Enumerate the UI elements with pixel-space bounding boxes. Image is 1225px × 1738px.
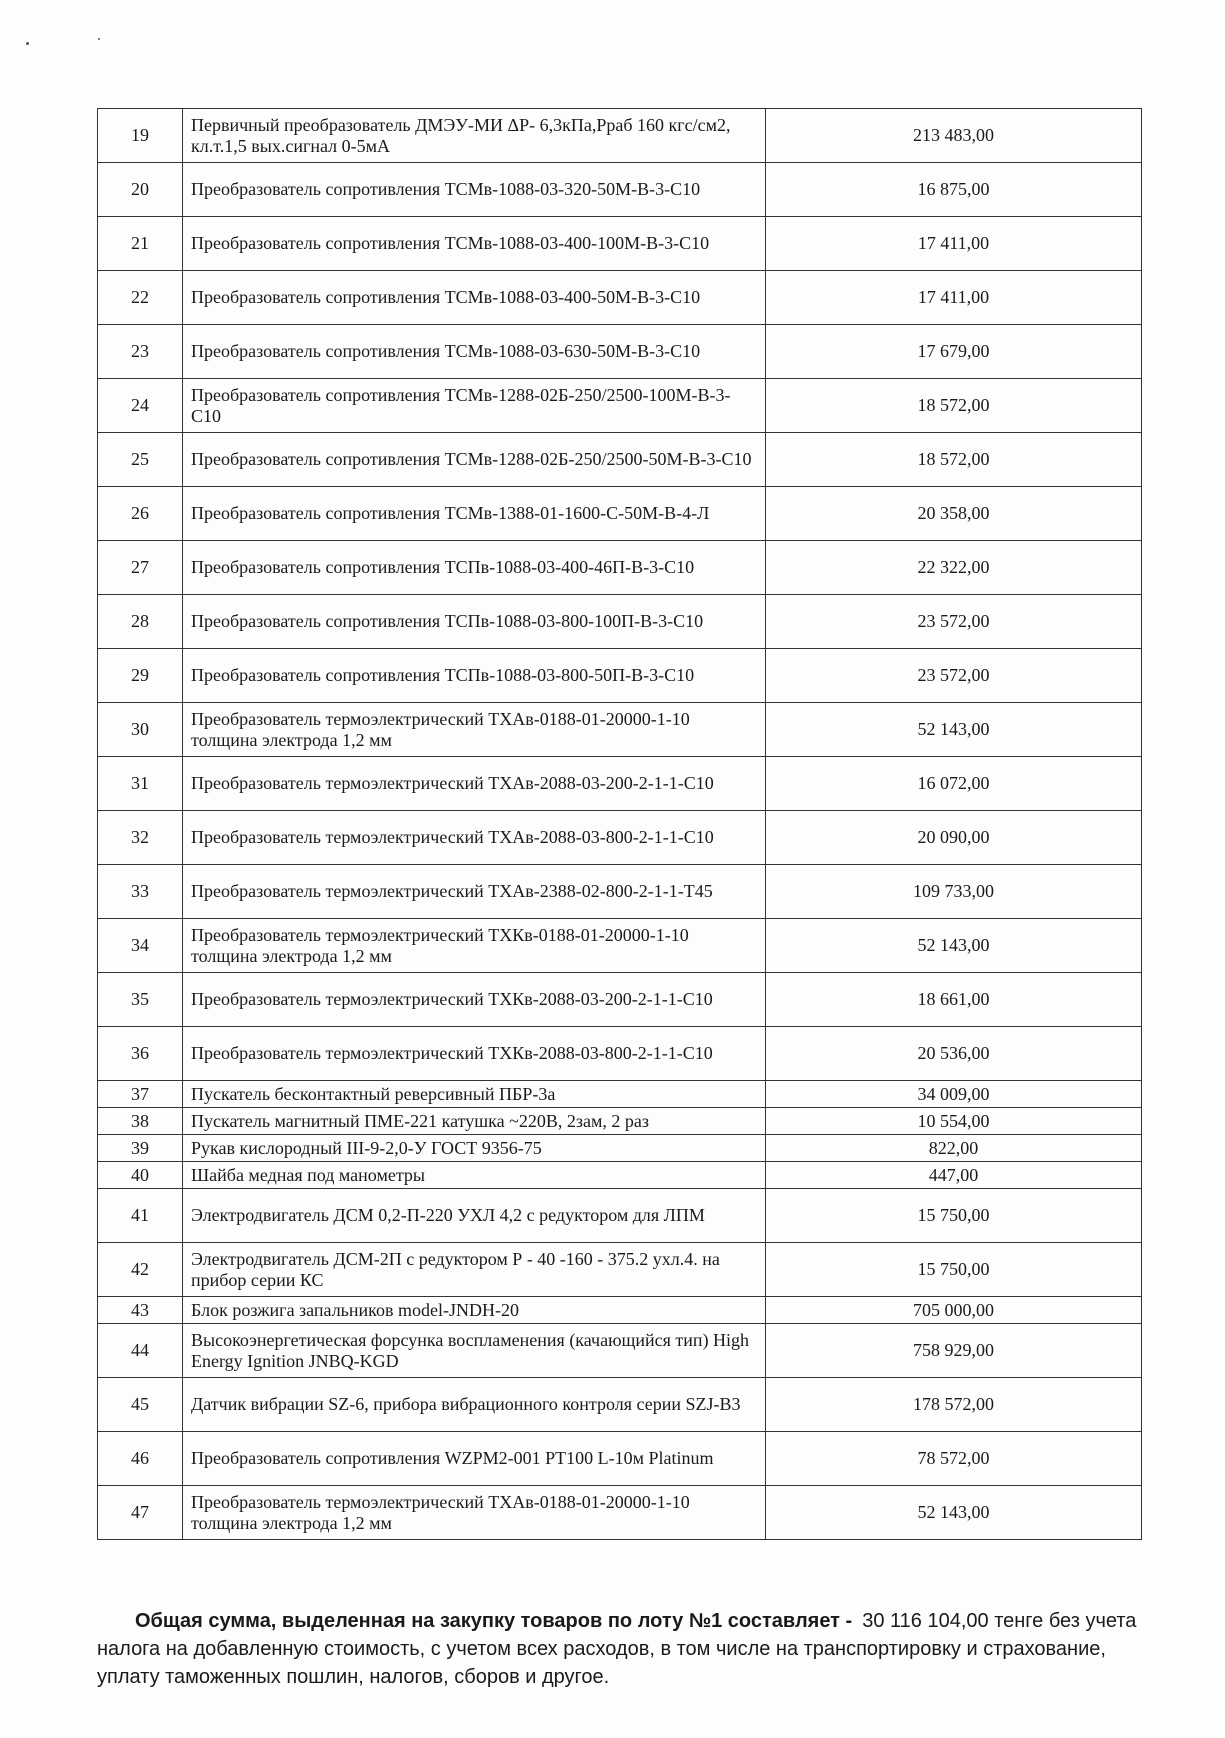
table-row bbox=[98, 1486, 1142, 1540]
row-number: 39 bbox=[98, 1135, 183, 1162]
item-name: Первичный преобразователь ДМЭУ-МИ ΔР- 6,3кПа,Рраб 160 кгс/см2, кл.т.1,5 вых.сигнал 0-5мА bbox=[183, 109, 766, 163]
table-row bbox=[98, 487, 1142, 541]
table-row bbox=[98, 1135, 1142, 1162]
item-price: 20 358,00 bbox=[766, 487, 1142, 541]
item-price: 447,00 bbox=[766, 1162, 1142, 1189]
row-number: 32 bbox=[98, 811, 183, 865]
item-name: Датчик вибрации SZ-6, прибора вибрационного контроля серии SZJ-B3 bbox=[183, 1378, 766, 1432]
item-price: 15 750,00 bbox=[766, 1189, 1142, 1243]
row-number: 38 bbox=[98, 1108, 183, 1135]
item-price: 17 411,00 bbox=[766, 271, 1142, 325]
item-price: 822,00 bbox=[766, 1135, 1142, 1162]
item-price: 52 143,00 bbox=[766, 1486, 1142, 1540]
table-row bbox=[98, 703, 1142, 757]
table-row bbox=[98, 1108, 1142, 1135]
table-row bbox=[98, 1378, 1142, 1432]
row-number: 43 bbox=[98, 1297, 183, 1324]
item-name: Преобразователь термоэлектрический ТХКв-0188-01-20000-1-10 толщина электрода 1,2 мм bbox=[183, 919, 766, 973]
table-row bbox=[98, 1297, 1142, 1324]
total-paragraph bbox=[97, 1607, 1145, 1691]
table-row bbox=[98, 973, 1142, 1027]
table-row bbox=[98, 1324, 1142, 1378]
row-number: 26 bbox=[98, 487, 183, 541]
table-row bbox=[98, 1243, 1142, 1297]
item-price: 17 411,00 bbox=[766, 217, 1142, 271]
item-name: Преобразователь термоэлектрический ТХАв-0188-01-20000-1-10 толщина электрода 1,2 мм bbox=[183, 703, 766, 757]
row-number: 47 bbox=[98, 1486, 183, 1540]
table-row bbox=[98, 433, 1142, 487]
item-price: 18 572,00 bbox=[766, 379, 1142, 433]
scan-speck bbox=[98, 38, 100, 40]
item-name: Преобразователь сопротивления ТСПв-1088-03-400-46П-В-3-С10 bbox=[183, 541, 766, 595]
table-row bbox=[98, 217, 1142, 271]
item-price: 78 572,00 bbox=[766, 1432, 1142, 1486]
item-name: Преобразователь термоэлектрический ТХКв-2088-03-800-2-1-1-С10 bbox=[183, 1027, 766, 1081]
table-row bbox=[98, 379, 1142, 433]
item-price: 52 143,00 bbox=[766, 703, 1142, 757]
item-name: Преобразователь термоэлектрический ТХАв-2088-03-800-2-1-1-С10 bbox=[183, 811, 766, 865]
table-row bbox=[98, 325, 1142, 379]
table-row bbox=[98, 1081, 1142, 1108]
item-price: 16 072,00 bbox=[766, 757, 1142, 811]
item-name: Рукав кислородный III-9-2,0-У ГОСТ 9356-75 bbox=[183, 1135, 766, 1162]
item-price: 213 483,00 bbox=[766, 109, 1142, 163]
item-price: 16 875,00 bbox=[766, 163, 1142, 217]
row-number: 31 bbox=[98, 757, 183, 811]
item-name: Преобразователь сопротивления ТСМв-1088-03-320-50М-В-3-С10 bbox=[183, 163, 766, 217]
table-row bbox=[98, 811, 1142, 865]
item-name: Преобразователь сопротивления ТСМв-1288-02Б-250/2500-50М-В-3-С10 bbox=[183, 433, 766, 487]
row-number: 34 bbox=[98, 919, 183, 973]
item-name: Шайба медная под манометры bbox=[183, 1162, 766, 1189]
item-price: 52 143,00 bbox=[766, 919, 1142, 973]
item-name: Пускатель бесконтактный реверсивный ПБР-3а bbox=[183, 1081, 766, 1108]
item-price: 23 572,00 bbox=[766, 595, 1142, 649]
item-name: Преобразователь термоэлектрический ТХКв-2088-03-200-2-1-1-С10 bbox=[183, 973, 766, 1027]
item-name: Блок розжига запальников model-JNDH-20 bbox=[183, 1297, 766, 1324]
row-number: 24 bbox=[98, 379, 183, 433]
item-name: Преобразователь сопротивления ТСМв-1088-03-630-50М-В-3-С10 bbox=[183, 325, 766, 379]
item-name: Высокоэнергетическая форсунка воспламенения (качающийся тип) High Energy Ignition JNBQ-KGD bbox=[183, 1324, 766, 1378]
table-row bbox=[98, 541, 1142, 595]
item-price: 18 572,00 bbox=[766, 433, 1142, 487]
row-number: 27 bbox=[98, 541, 183, 595]
row-number: 19 bbox=[98, 109, 183, 163]
table-row bbox=[98, 109, 1142, 163]
item-name: Электродвигатель ДСМ 0,2-П-220 УХЛ 4,2 с редуктором для ЛПМ bbox=[183, 1189, 766, 1243]
row-number: 25 bbox=[98, 433, 183, 487]
item-name: Электродвигатель ДСМ-2П с редуктором Р - 40 -160 - 375.2 ухл.4. на прибор серии КС bbox=[183, 1243, 766, 1297]
table-row bbox=[98, 1189, 1142, 1243]
item-price: 22 322,00 bbox=[766, 541, 1142, 595]
item-name: Преобразователь сопротивления ТСМв-1388-01-1600-С-50М-В-4-Л bbox=[183, 487, 766, 541]
scan-speck bbox=[26, 42, 29, 45]
item-price: 705 000,00 bbox=[766, 1297, 1142, 1324]
total-lead: Общая сумма, выделенная на закупку товаров по лоту №1 составляет - bbox=[135, 1610, 853, 1632]
item-name: Преобразователь термоэлектрический ТХАв-0188-01-20000-1-10 толщина электрода 1,2 мм bbox=[183, 1486, 766, 1540]
row-number: 46 bbox=[98, 1432, 183, 1486]
item-name: Преобразователь сопротивления ТСМв-1088-03-400-100М-В-3-С10 bbox=[183, 217, 766, 271]
row-number: 41 bbox=[98, 1189, 183, 1243]
item-price: 20 090,00 bbox=[766, 811, 1142, 865]
item-name: Преобразователь сопротивления WZPM2-001 PT100 L-10м Platinum bbox=[183, 1432, 766, 1486]
total-rest: тенге без учета налога на добавленную стоимость, с учетом всех расходов, в том числе на транспортировку и страхование, уплату таможенных пошлин, налогов, сборов и другое. bbox=[97, 1610, 1137, 1688]
row-number: 21 bbox=[98, 217, 183, 271]
item-price: 34 009,00 bbox=[766, 1081, 1142, 1108]
table-row bbox=[98, 1162, 1142, 1189]
table-row bbox=[98, 1027, 1142, 1081]
row-number: 28 bbox=[98, 595, 183, 649]
item-price: 109 733,00 bbox=[766, 865, 1142, 919]
items-table-body bbox=[98, 109, 1142, 1540]
table-row bbox=[98, 757, 1142, 811]
table-row bbox=[98, 271, 1142, 325]
row-number: 29 bbox=[98, 649, 183, 703]
row-number: 23 bbox=[98, 325, 183, 379]
row-number: 40 bbox=[98, 1162, 183, 1189]
item-price: 15 750,00 bbox=[766, 1243, 1142, 1297]
item-name: Пускатель магнитный ПМЕ-221 катушка ~220В, 2зам, 2 раз bbox=[183, 1108, 766, 1135]
item-price: 758 929,00 bbox=[766, 1324, 1142, 1378]
table-row bbox=[98, 649, 1142, 703]
table-row bbox=[98, 919, 1142, 973]
row-number: 35 bbox=[98, 973, 183, 1027]
row-number: 37 bbox=[98, 1081, 183, 1108]
item-name: Преобразователь сопротивления ТСПв-1088-03-800-50П-В-3-С10 bbox=[183, 649, 766, 703]
item-price: 10 554,00 bbox=[766, 1108, 1142, 1135]
items-table bbox=[97, 108, 1142, 1540]
row-number: 42 bbox=[98, 1243, 183, 1297]
item-price: 20 536,00 bbox=[766, 1027, 1142, 1081]
item-price: 178 572,00 bbox=[766, 1378, 1142, 1432]
table-row bbox=[98, 595, 1142, 649]
item-name: Преобразователь термоэлектрический ТХАв-2088-03-200-2-1-1-С10 bbox=[183, 757, 766, 811]
row-number: 22 bbox=[98, 271, 183, 325]
row-number: 36 bbox=[98, 1027, 183, 1081]
item-name: Преобразователь термоэлектрический ТХАв-2388-02-800-2-1-1-Т45 bbox=[183, 865, 766, 919]
table-row bbox=[98, 865, 1142, 919]
item-price: 23 572,00 bbox=[766, 649, 1142, 703]
row-number: 20 bbox=[98, 163, 183, 217]
total-sum: 30 116 104,00 bbox=[862, 1610, 989, 1632]
item-price: 18 661,00 bbox=[766, 973, 1142, 1027]
item-price: 17 679,00 bbox=[766, 325, 1142, 379]
row-number: 45 bbox=[98, 1378, 183, 1432]
row-number: 44 bbox=[98, 1324, 183, 1378]
table-row bbox=[98, 1432, 1142, 1486]
item-name: Преобразователь сопротивления ТСМв-1088-03-400-50М-В-3-С10 bbox=[183, 271, 766, 325]
item-name: Преобразователь сопротивления ТСПв-1088-03-800-100П-В-3-С10 bbox=[183, 595, 766, 649]
row-number: 33 bbox=[98, 865, 183, 919]
item-name: Преобразователь сопротивления ТСМв-1288-02Б-250/2500-100М-В-3-С10 bbox=[183, 379, 766, 433]
table-row bbox=[98, 163, 1142, 217]
row-number: 30 bbox=[98, 703, 183, 757]
